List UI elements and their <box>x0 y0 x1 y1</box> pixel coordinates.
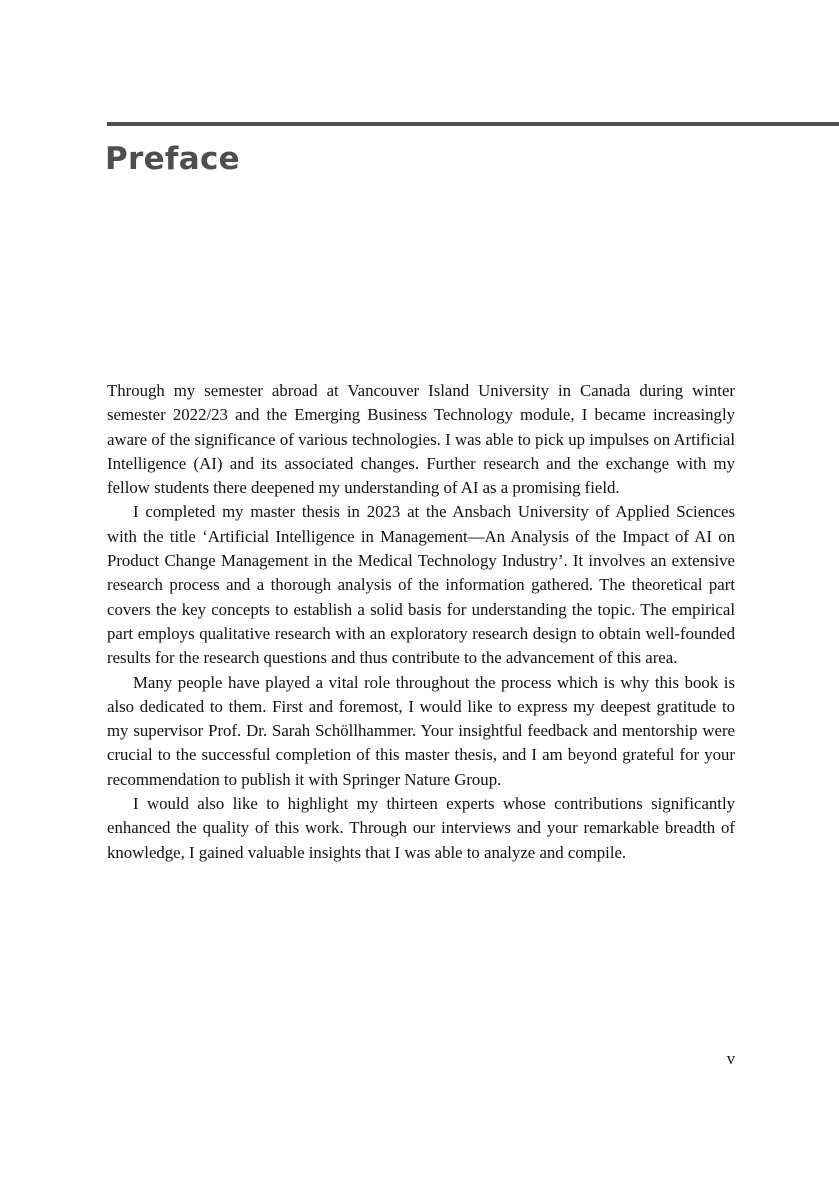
paragraph: Many people have played a vital role throughout the process which is why this book is also dedicated to them. First and foremost, I would like to express my deepest gratitude to my supervisor Prof. Dr. Sarah Schöllhammer. Your insightful feedback and mentorship were crucial to the successful completion of this master thesis, and I am beyond grateful for your recommendation to publish it with Springer Nature Group. <box>107 672 735 789</box>
page-number: v <box>726 1049 735 1068</box>
paragraph: I completed my master thesis in 2023 at the Ansbach University of Applied Sciences with the title ‘Artificial Intelligence in Management—An Analysis of the Impact of AI on Product Change Management in the Medical Technology Industry’. It involves an extensive research process and a thorough analysis of the information gathered. The theoretical part covers the key concepts to establish a solid basis for understanding the topic. The empirical part employs qualitative research with an exploratory research design to obtain well-founded results for the research questions and thus contribute to the advancement of this area. <box>107 502 735 668</box>
preface-body <box>107 379 735 865</box>
paragraph: I would also like to highlight my thirteen experts whose contributions significantly enhanced the quality of this work. Through our interviews and your remarkable breadth of knowledge, I gained valuable insights that I was able to analyze and compile. <box>107 794 735 862</box>
chapter-heading-rule <box>107 122 839 126</box>
page-title: Preface <box>105 141 240 177</box>
paragraph: Through my semester abroad at Vancouver Island University in Canada during winter semester 2022/23 and the Emerging Business Technology module, I became increasingly aware of the significance of various technologies. I was able to pick up impulses on Artificial Intelligence (AI) and its associated changes. Further research and the exchange with my fellow students there deepened my understanding of AI as a promising field. <box>107 381 735 498</box>
